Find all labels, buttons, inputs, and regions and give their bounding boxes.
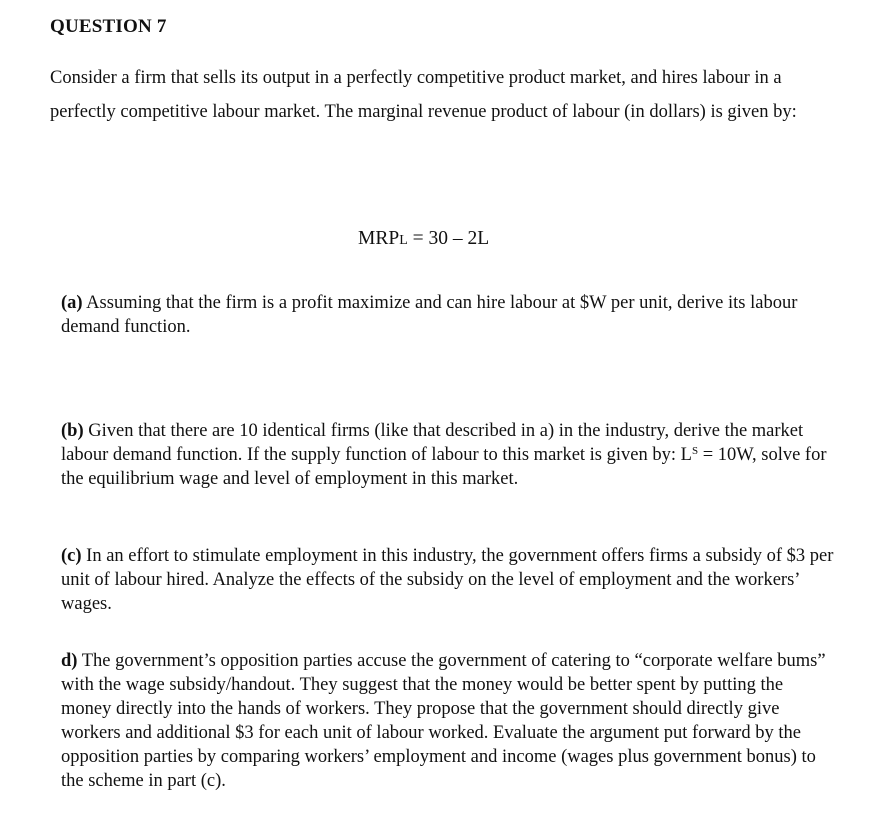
part-d-text: The government’s opposition parties accuse the government of catering to “corporate welfare bums” with the wage subsidy/handout. They suggest that the money would be better spent by putting the money directly into the hands of workers. They propose that the government should directly give workers and additional $3 for each unit of labour worked. Evaluate the argument put forward by the opposition parties by comparing workers’ employment and income (wages plus government bonus) to the scheme in part (c).: [61, 651, 826, 791]
question-intro: Consider a firm that sells its output in a perfectly competitive product market, and hires labour in a perfectly competitive labour market. The marginal revenue product of labour (in dollars) is given by:: [50, 68, 797, 122]
part-d: [61, 649, 836, 793]
question-title: QUESTION 7: [50, 16, 167, 37]
supply-superscript: S: [691, 445, 699, 457]
part-c: [61, 544, 836, 616]
part-d-label: d): [61, 651, 78, 671]
part-c-label: (c): [61, 546, 82, 566]
part-b: [61, 419, 836, 491]
formula-lhs-subscript: L: [399, 233, 408, 248]
part-c-text: In an effort to stimulate employment in this industry, the government offers firms a subsidy of $3 per unit of labour hired. Analyze the effects of the subsidy on the level of employment and the workers’ wages.: [61, 546, 834, 614]
part-a: [61, 291, 836, 339]
part-a-text: Assuming that the firm is a profit maximize and can hire labour at $W per unit, derive its labour demand function.: [61, 293, 798, 337]
part-b-text-after: = 10W, solve for the equilibrium wage and level of employment in this market.: [61, 445, 827, 489]
part-b-label: (b): [61, 421, 84, 441]
part-b-text-before: Given that there are 10 identical firms (like that described in a) in the industry, derive the market labour demand function. If the supply function of labour to this market is given by: L: [61, 421, 804, 465]
formula-rhs: = 30 – 2L: [407, 228, 490, 249]
formula-lhs: MRP: [358, 228, 400, 249]
part-a-label: (a): [61, 293, 83, 313]
mrpl-formula: [358, 228, 489, 250]
